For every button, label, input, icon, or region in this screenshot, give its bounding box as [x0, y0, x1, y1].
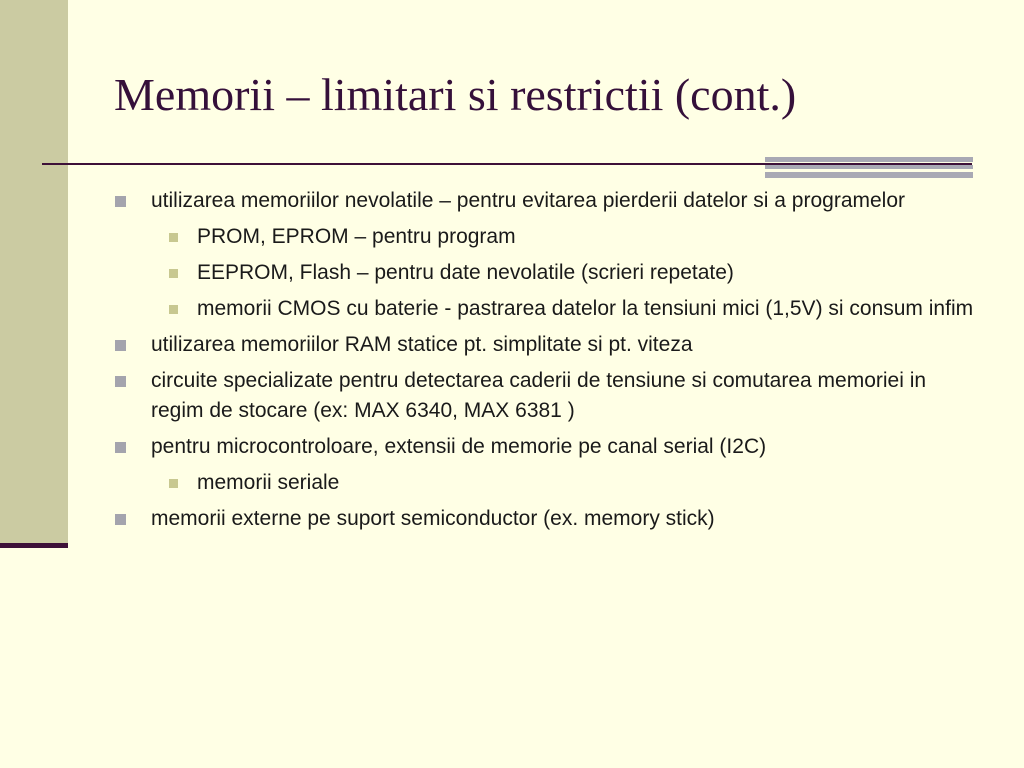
sub-bullet-item [112, 468, 977, 498]
bullet-item [112, 186, 941, 216]
title-accent-bars [765, 157, 973, 179]
square-bullet-icon [169, 479, 178, 488]
bullet-item [112, 330, 941, 360]
bullet-text: pentru microcontroloare, extensii de memorie pe canal serial (I2C) [151, 435, 767, 458]
square-bullet-icon [115, 196, 126, 207]
bullet-item [112, 504, 941, 534]
sub-bullet-item [112, 222, 977, 252]
accent-bar [765, 172, 973, 178]
bullet-text: PROM, EPROM – pentru program [197, 225, 516, 248]
slide-title: Memorii – limitari si restrictii (cont.) [114, 69, 797, 120]
bullet-item [112, 366, 941, 426]
bullet-text: circuite specializate pentru detectarea caderii de tensiune si comutarea memoriei in regim de stocare (ex: MAX 6340, MAX 6381 ) [151, 369, 927, 422]
bullet-text: utilizarea memoriilor nevolatile – pentru evitarea pierderii datelor si a programelor [151, 189, 906, 212]
square-bullet-icon [115, 340, 126, 351]
square-bullet-icon [169, 269, 178, 278]
accent-bar [765, 157, 973, 162]
square-bullet-icon [169, 233, 178, 242]
square-bullet-icon [115, 442, 126, 453]
bullet-text: memorii seriale [197, 471, 340, 494]
sub-bullet-item [112, 258, 977, 288]
side-rule [0, 543, 68, 548]
accent-bar [765, 165, 973, 169]
bullet-text: memorii CMOS cu baterie - pastrarea datelor la tensiuni mici (1,5V) si consum infim [197, 297, 974, 320]
square-bullet-icon [115, 514, 126, 525]
bullet-list [112, 186, 972, 540]
bullet-text: EEPROM, Flash – pentru date nevolatile (scrieri repetate) [197, 261, 734, 284]
sub-bullet-item [112, 294, 977, 324]
side-band [0, 0, 68, 544]
square-bullet-icon [115, 376, 126, 387]
square-bullet-icon [169, 305, 178, 314]
bullet-text: utilizarea memoriilor RAM statice pt. simplitate si pt. viteza [151, 333, 693, 356]
bullet-item [112, 432, 941, 462]
bullet-text: memorii externe pe suport semiconductor (ex. memory stick) [151, 507, 715, 530]
